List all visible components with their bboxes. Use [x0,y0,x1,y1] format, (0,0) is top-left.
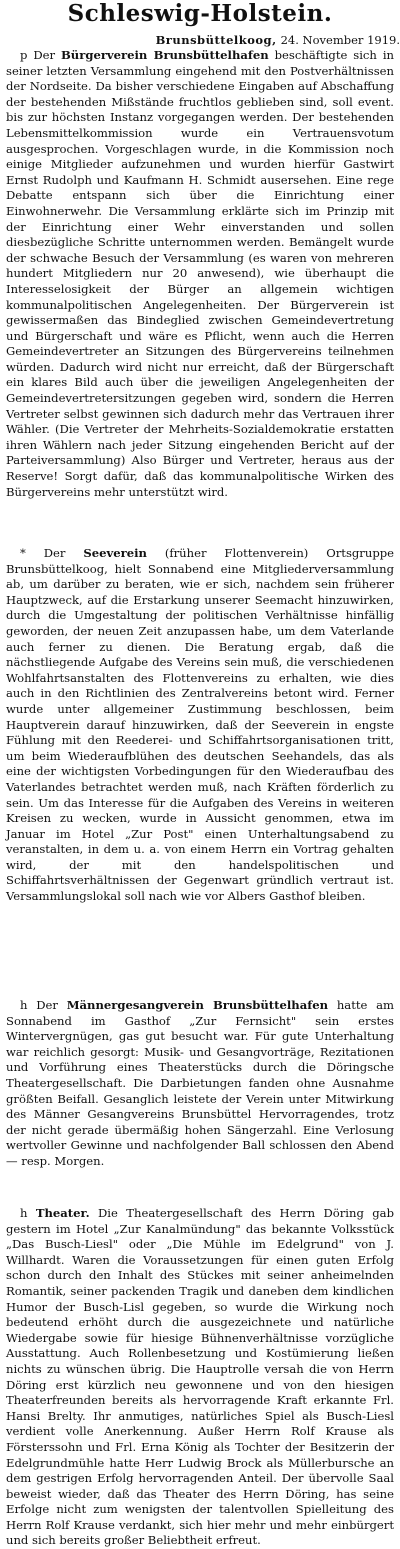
article-marker: p [20,48,28,62]
section-heading: Schleswig-Holstein. [67,0,333,27]
article-subject: Theater. [35,1206,90,1220]
article-subject: Männergesangverein Brunsbüttelhafen [66,998,329,1012]
article-maennergesangverein [6,998,394,1170]
article-body: (früher Flottenverein) Ortsgruppe Brunsbüttelkoog, hielt Sonnabend eine Mitgliederversammlung ab, um darüber zu beraten, wie er sich, nachdem sein früherer Hauptzweck, auf die Erstarkung unserer Seemacht hinzuwirken, durch die Umgestaltung der politischen Verhältnisse hinfällig geworden, der neuen Zeit anzupassen habe, um dem Vaterlande auch ferner zu dienen. Die Beratung ergab, daß die nächstliegende Aufgabe des Vereins sein muß, die verschiedenen Wohlfahrtsanstalten des Flottenvereins zu erhalten, wie dies auch in den Richtlinien des Zentralvereins betont wird. Ferner wurde unter allgemeiner Zustimmung beschlossen, beim Hauptverein darauf hinzuwirken, daß der Seeverein in engste Fühlung mit den Reederei- und Schiffahrtsorganisationen tritt, um beim Wiederaufblühen des deutschen Seehandels, das als eine der wichtigsten Vorbedingungen für den Wiederaufbau des Vaterlandes betrachtet werden muß, nach Kräften förderlich zu sein. Um das Interesse für die Aufgaben des Vereins in weiteren Kreisen zu wecken, wurde in Aussicht genommen, etwa im Januar im Hotel „Zur Post" einen Unterhaltungsabend zu veranstalten, in dem u. a. von einem Herrn ein Vortrag gehalten wird, der mit den handelspolitischen und Schiffahrtsverhältnissen der Gegenwart gründlich vertraut ist. Versammlungslokal soll nach wie vor Albers Gasthof bleiben. [6,546,395,904]
article-paragraph [6,546,394,905]
dateline-place: Brunsbüttelkoog, [155,33,277,47]
article-paragraph [6,998,394,1170]
article-buergerverein [6,48,394,500]
article-marker: h [20,998,28,1012]
article-body: beschäftigte sich in seiner letzten Versammlung eingehend mit den Postverhältnissen der Nordseite. Da bisher verschiedene Eingaben auf Abschaffung der bestehenden Mißstände fruchtlos geblieben sind, soll event. bis zur höchsten Instanz vorgegangen werden. Der bestehenden Lebensmittelkommission wurde ein Vertrauensvotum ausgesprochen. Vorgeschlagen wurde, in die Kommission noch einige Mitglieder aufzunehmen und wurden hierfür Gastwirt Ernst Rudolph und Kaufmann H. Schmidt ausersehen. Eine rege Debatte entspann sich über die Einrichtung einer Einwohnerwehr. Die Versammlung erklärte sich im Prinzip mit der Einrichtung einer Wehr einverstanden und sollen diesbezügliche Schritte unternommen werden. Bemängelt wurde der schwache Besuch der Versammlung (es waren von mehreren hundert Mitgliedern nur 20 anwesend), wie überhaupt die Interesselosigkeit der Bürger an allgemein wichtigen kommunalpolitischen Angelegenheiten. Der Bürgerverein ist gewissermaßen das Bindeglied zwischen Gemeindevertretung und Bürgerschaft und wäre es Pflicht, wenn auch die Herren Gemeindevertreter an Sitzungen des Bürgervereins teilnehmen würden. Dadurch wird nicht nur erreicht, daß der Bürgerschaft ein klares Bild auch über die jeweiligen Angelegenheiten der Gemeindevertretersitzungen gegeben wird, sondern die Herren Vertreter selbst gewinnen sich dadurch mehr das Vertrauen ihrer Wähler. (Die Vertreter der Mehrheits-Sozialdemokratie erstatten ihren Wählern nach jeder Sitzung eingehenden Bericht auf der Parteiversammlung) Also Bürger und Vertreter, heraus aus der Reserve! Sorgt dafür, daß das kommunalpolitische Wirken des Bürgervereins mehr unterstützt wird. [6,48,395,499]
article-paragraph [6,48,394,500]
dateline-date: 24. November 1919. [280,33,400,47]
article-subject: Bürgerverein Brunsbüttelhafen [61,48,269,62]
article-theater [6,1206,394,1549]
article-body: Die Theatergesellschaft des Herrn Döring gab gestern im Hotel „Zur Kanalmündung" das bekannte Volksstück „Das Busch-Liesl" oder „Die Mühle im Edelgrund" von J. Willhardt. Waren die Voraussetzungen für einen guten Erfolg schon durch den Inhalt des Stückes mit seiner anheimelnden Romantik, seiner packenden Tragik und daneben dem kindlichen Humor der Busch-Lisl gegeben, so wurde die Wirkung noch bedeutend erhöht durch die ausgezeichnete und natürliche Wiedergabe sowie für hiesige Bühnenverhältnisse vorzügliche Ausstattung. Auch Rollenbesetzung und Kostümierung ließen nichts zu wünschen übrig. Die Hauptrolle versah die von Herrn Döring erst kürzlich neu gewonnene und von den hiesigen Theaterfreunden bereits als hervorragende Kraft erkannte Frl. Hansi Brelty. Ihr anmutiges, natürliches Spiel als Busch-Liesl verdient volle Anerkennung. Außer Herrn Rolf Krause als Försterssohn und Frl. Erna König als Tochter der Besitzerin der Edelgrundmühle hatte Herr Ludwig Brock als Müllerbursche an dem gestrigen Erfolg hervorragenden Anteil. Der übervolle Saal beweist wieder, daß das Theater des Herrn Döring, has seine Erfolge nicht zum wenigsten der talentvollen Spielleitung des Herrn Rolf Krause verdankt, sich hier mehr und mehr einbürgert und sich bereits großer Beliebtheit erfreut. [6,1206,395,1548]
article-marker: h [20,1206,28,1220]
article-paragraph [6,1206,394,1549]
article-lead: Der [33,48,56,62]
dateline [0,33,400,47]
article-subject: Seeverein [83,546,147,560]
article-lead: Der [43,546,66,560]
article-marker: * [20,546,26,560]
article-lead: Der [36,998,58,1012]
article-seeverein [6,546,394,905]
article-body: hatte am Sonnabend im Gasthof „Zur Fernsicht" sein erstes Wintervergnügen, gas gut besucht war. Für gute Unterhaltung war reichlich gesorgt: Musik- und Gesangvorträge, Rezitationen und Vorführung eines Theaterstücks durch die Döringsche Theatergesellschaft. Die Darbietungen fanden ohne Ausnahme größten Beifall. Gesanglich leistete der Verein unter Mitwirkung des Männer Gesangvereins Brunsbüttel Hervorragendes, trotz der nicht gerade übermäßig hohen Sängerzahl. Eine Verlosung wertvoller Gewinne und nachfolgender Ball schlossen den Abend — resp. Morgen. [6,998,395,1168]
